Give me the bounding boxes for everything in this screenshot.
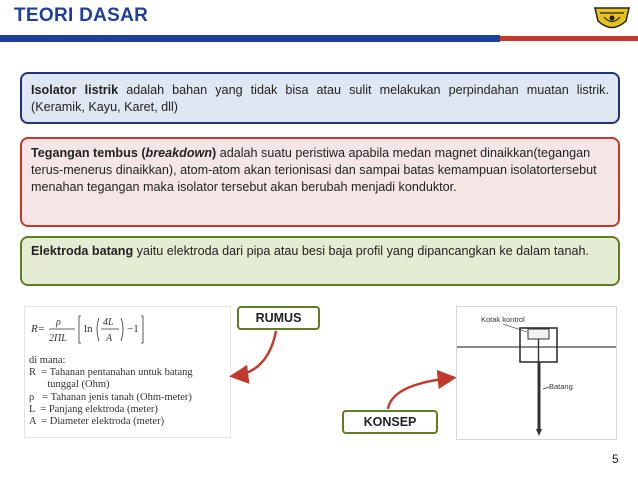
legend-line-l: L = Panjang elektroda (meter) [29,403,158,415]
definition-elektroda-batang [20,236,620,286]
legend-line-rho: ρ = Tahanan jenis tanah (Ohm-meter) [29,391,192,403]
konsep-label: KONSEP [342,410,438,434]
svg-text:2ΠL: 2ΠL [49,333,67,344]
text-isolator: adalah bahan yang tidak bisa atau sulit melakukan perpindahan muatan listrik. (Keramik, Kayu, Karet, dll) [31,83,609,114]
svg-text:4L: 4L [103,317,114,328]
ground-resistance-formula [29,313,227,345]
legend-line-r: R = Tahanan pentanahan untuk batang [29,367,193,379]
formula-panel [24,306,231,438]
svg-text:R=: R= [31,323,46,335]
rod-illustration [457,307,616,439]
page-number: 5 [612,452,619,466]
term-tegangan-tembus [31,146,216,160]
legend-line-a: A = Diameter elektroda (meter) [29,416,165,428]
formula-legend [29,355,193,428]
svg-text:ρ: ρ [56,317,61,328]
rumus-label: RUMUS [237,306,320,330]
term-tegangan-tembus-end: ) [212,146,217,160]
header-bar-red [500,36,638,41]
legend-line-r-cont: tunggal (Ohm) [29,379,110,391]
svg-text:A: A [106,333,113,344]
konsep-arrow [388,378,452,409]
batang-label: Batang [549,382,573,391]
legend-heading: di mana: [29,355,66,366]
text-elektroda-batang: yaitu elektroda dari pipa atau besi baja profil yang dipancangkan ke dalam tanah. [133,244,589,258]
text-tegangan-tembus: adalah suatu peristiwa apabila medan magnet dinaikkan(tegangan terus-menerus dinaikkan), atom-atom akan terionisasi dan sampai batas kemampuan isolatortersebut menahan tegangan maka isolator tersebut akan berubah menjadi konduktor. [31,146,597,194]
term-breakdown: breakdown [145,146,213,160]
definition-tegangan-tembus [20,137,620,227]
svg-text:−1: −1 [127,323,139,335]
definition-isolator [20,72,620,124]
kotak-kontrol-label: Kotak kontrol [481,315,525,324]
term-elektroda-batang: Elektroda batang [31,244,134,258]
grounding-rod-diagram [456,306,617,440]
svg-text:ln: ln [84,323,93,335]
term-isolator: Isolator listrik [31,83,119,97]
rumus-arrow [234,331,276,376]
header-bar-blue [0,35,500,42]
page-title: TEORI DASAR [14,5,149,26]
term-tegangan-tembus-start: Tegangan tembus ( [31,146,146,160]
university-logo-icon [592,4,632,34]
